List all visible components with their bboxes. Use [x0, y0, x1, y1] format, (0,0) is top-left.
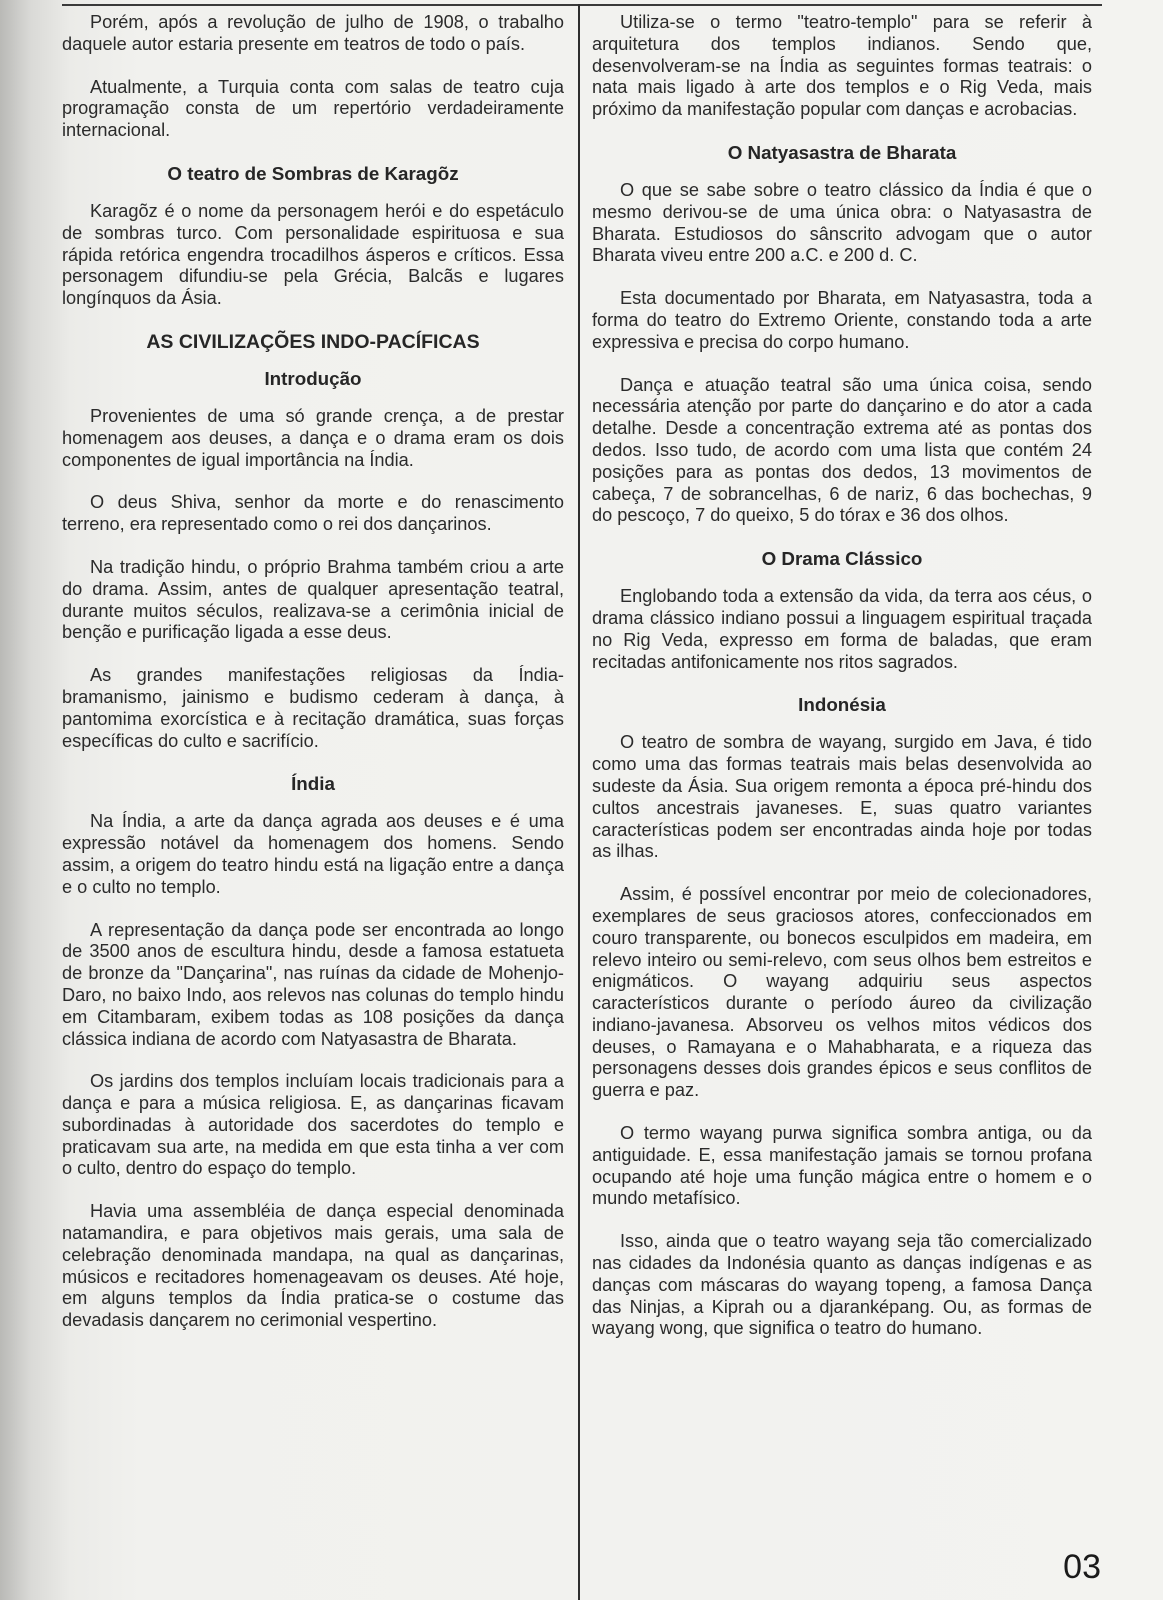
paragraph-teatro-classico: O que se sabe sobre o teatro clássico da Índia é que o mesmo derivou-se de uma única obra: o Natyasastra de Bharata. Estudiosos do sânscrito advogam que o autor Bharata viveu entre 200 a.C. e 200 d. C. — [592, 179, 1092, 266]
paragraph-englobando: Englobando toda a extensão da vida, da terra aos céus, o drama clássico indiano possui a linguagem espiritual traçada no Rig Veda, expresso em forma de baladas, que eram recitadas antifonicamente nos ritos sagrados. — [592, 586, 1092, 672]
paragraph-manifestacoes: As grandes manifestações religiosas da Índia-bramanismo, jainismo e budismo cederam à dança, à pantomima exorcística e à recitação dramática, suas forças específicas do culto e sacrifício. — [62, 665, 564, 751]
heading-civilizacoes: AS CIVILIZAÇÕES INDO-PACÍFICAS — [146, 330, 480, 353]
paragraph-wayang-purwa: O termo wayang purwa significa sombra antiga, ou da antiguidade. E, essa manifestação jamais se tornou profana ocupando até hoje uma função mágica entre o homem e o mundo metafísico. — [592, 1123, 1092, 1209]
heading-introducao: Introdução — [264, 367, 362, 389]
page-number: 03 — [1063, 1548, 1101, 1586]
paragraph-karagoz: Karagõz é o nome da personagem herói e do espetáculo de sombras turco. Com personalidade espirituosa e sua rápida retórica engendra trocadilhos ásperos e críticos. Essa personagem difundiu-se pela Grécia, Balcãs e lugares longínquos da Ásia. — [62, 200, 564, 309]
top-rule — [62, 4, 1102, 6]
heading-karagoz: O teatro de Sombras de Karagõz — [167, 162, 459, 184]
paragraph-brahma: Na tradição hindu, o próprio Brahma também criou a arte do drama. Assim, antes de qualquer apresentação teatral, durante muitos séculos, realizava-se a cerimônia inicial de benção e purificação ligada a esse deus. — [62, 556, 564, 643]
paragraph-jardins: Os jardins dos templos incluíam locais tradicionais para a dança e para a música religiosa. E, as dançarinas ficavam subordinadas à autoridade dos sacerdotes do templo e praticavam sua arte, na medida em que esta tinha a ver com o culto, dentro do espaço do templo. — [62, 1071, 564, 1179]
paragraph-india-danca: Na Índia, a arte da dança agrada aos deuses e é uma expressão notável da homenagem dos homens. Sendo assim, a origem do teatro hindu está na ligação entre a dança e o culto no templo. — [62, 811, 564, 897]
left-column — [62, 12, 564, 1353]
heading-natyasastra: O Natyasastra de Bharata — [727, 141, 957, 163]
paragraph-provenientes: Provenientes de uma só grande crença, a de prestar homenagem aos deuses, a dança e o drama eram os dois componentes de igual importância na Índia. — [62, 405, 564, 470]
paragraph-shiva: O deus Shiva, senhor da morte e do renascimento terreno, era representado como o rei dos dançarinos. — [62, 492, 564, 535]
paragraph-turquia: Atualmente, a Turquia conta com salas de teatro cuja programação consta de um repertório verdadeiramente internacional. — [62, 76, 564, 141]
heading-indonesia: Indonésia — [798, 694, 886, 716]
paragraph-revolucao: Porém, após a revolução de julho de 1908, o trabalho daquele autor estaria presente em teatros de todo o país. — [62, 12, 564, 54]
paragraph-documentado: Esta documentado por Bharata, em Natyasastra, toda a forma do teatro do Extremo Oriente, constando toda a arte expressiva e precisa do corpo humano. — [592, 288, 1092, 352]
right-column — [592, 12, 1092, 1361]
column-divider — [578, 4, 580, 1600]
paragraph-teatro-templo: Utiliza-se o termo "teatro-templo" para se referir à arquitetura dos templos indianos. Sendo que, desenvolveram-se na Índia as seguintes formas teatrais: o nata mais ligado à arte dos templos e o Rig Veda, mais próximo da manifestação popular com danças e acrobacias. — [592, 12, 1092, 120]
paragraph-wayang: O teatro de sombra de wayang, surgido em Java, é tido como uma das formas teatrais mais belas desenvolvida ao sudeste da Ásia. Sua origem remonta a época pré-hindu dos cultos ancestrais javaneses. E, suas quatro variantes características podem ser encontradas ainda hoje por todas as ilhas. — [592, 732, 1092, 862]
paragraph-colecionadores: Assim, é possível encontrar por meio de colecionadores, exemplares de seus graciosos atores, confeccionados em couro transparente, ou bonecos esculpidos em madeira, em relevo inteiro ou semi-relevo, com seus olhos bem estreitos e enigmáticos. O wayang adquiriu seus aspectos característicos durante o período áureo da civilização indiano-javanesa. Absorveu os velhos mitos védicos dos deuses, o Ramayana e o Mahabharata, e a riqueza das personagens desses dois grandes épicos e seus conflitos de guerra e paz. — [592, 884, 1092, 1101]
paragraph-representacao: A representação da dança pode ser encontrada ao longo de 3500 anos de escultura hindu, desde a famosa estatueta de bronze da "Dançarina", nas ruínas da cidade de Mohenjo-Daro, no baixo Indo, aos relevos nas colunas do templo hindu em Citambaram, exibem todas as 108 posições da dança clássica indiana de acordo com Natyasastra de Bharata. — [62, 919, 564, 1049]
heading-india: Índia — [291, 773, 335, 795]
heading-drama-classico: O Drama Clássico — [761, 548, 923, 570]
paragraph-comercializado: Isso, ainda que o teatro wayang seja tão comercializado nas cidades da Indonésia quanto as danças indígenas e as danças com máscaras do wayang topeng, a famosa Dança das Ninjas, a Kiprah ou a djaranképang. Ou, as formas de wayang wong, que significa o teatro do humano. — [592, 1231, 1092, 1339]
paragraph-danca-atuacao: Dança e atuação teatral são uma única coisa, sendo necessária atenção por parte do dançarino e do ator a cada detalhe. Desde a concentração extrema até as pontas dos dedos. Isso tudo, de acordo com uma lista que contém 24 posições para as pontas dos dedos, 13 movimentos de cabeça, 7 de sobrancelhas, 6 de nariz, 6 das bochechas, 9 do pescoço, 7 do queixo, 5 do tórax e 36 dos olhos. — [592, 374, 1092, 526]
paragraph-assembleia: Havia uma assembléia de dança especial denominada natamandira, e para objetivos mais gerais, uma sala de celebração denominada mandapa, na qual as dançarinas, músicos e recitadores homenageavam os deuses. Até hoje, em alguns templos da Índia pratica-se o costume das devadasis dançarem no cerimonial vespertino. — [62, 1201, 564, 1331]
